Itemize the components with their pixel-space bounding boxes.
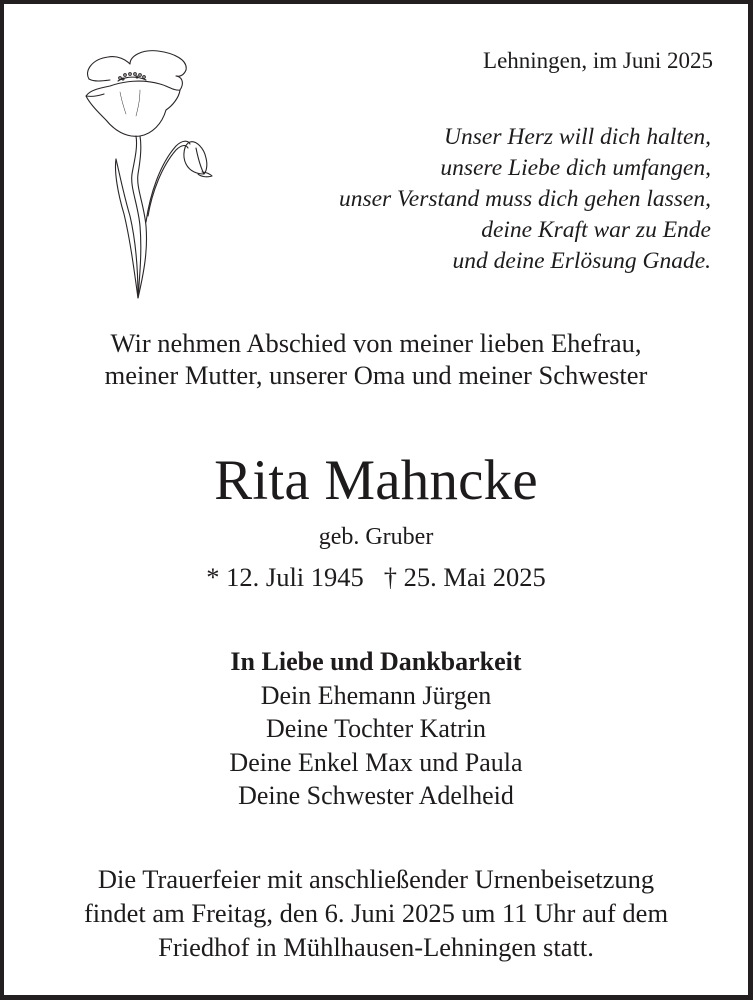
mourners-list xyxy=(4,645,748,813)
ceremony-line: findet am Freitag, den 6. Juni 2025 um 11 Uhr auf dem xyxy=(83,898,669,928)
ceremony-line: Friedhof in Mühlhausen-Lehningen statt. xyxy=(158,932,594,962)
ceremony-line: Die Trauerfeier mit anschließender Urnenbeisetzung xyxy=(97,864,655,894)
poem-line: deine Kraft war zu Ende xyxy=(481,217,711,243)
mourner: Deine Tochter Katrin xyxy=(265,714,487,743)
death-date: † 25. Mai 2025 xyxy=(383,562,546,592)
poem xyxy=(339,122,711,277)
mourners-heading: In Liebe und Dankbarkeit xyxy=(230,647,522,676)
intro-line: meiner Mutter, unserer Oma und meiner Schwester xyxy=(104,360,648,390)
poppy-flower-icon xyxy=(80,44,220,304)
farewell-intro xyxy=(4,327,748,391)
mourner: Deine Schwester Adelheid xyxy=(238,781,514,810)
poem-line: unser Verstand muss dich gehen lassen, xyxy=(338,186,711,212)
mourner: Deine Enkel Max und Paula xyxy=(229,747,523,777)
ceremony-info xyxy=(4,862,748,964)
poem-line: und deine Erlösung Gnade. xyxy=(452,248,711,274)
poem-line: unsere Liebe dich umfangen, xyxy=(440,155,711,181)
deceased-name: Rita Mahncke xyxy=(214,449,538,512)
maiden-name: geb. Gruber xyxy=(318,524,434,550)
place-date: Lehningen, im Juni 2025 xyxy=(483,48,713,73)
intro-line: Wir nehmen Abschied von meiner lieben Ehefrau, xyxy=(110,328,642,358)
poem-line: Unser Herz will dich halten, xyxy=(444,124,711,150)
mourner: Dein Ehemann Jürgen xyxy=(260,680,492,710)
obituary-notice xyxy=(4,4,748,995)
life-dates xyxy=(4,560,748,594)
birth-date: * 12. Juli 1945 xyxy=(206,562,364,592)
